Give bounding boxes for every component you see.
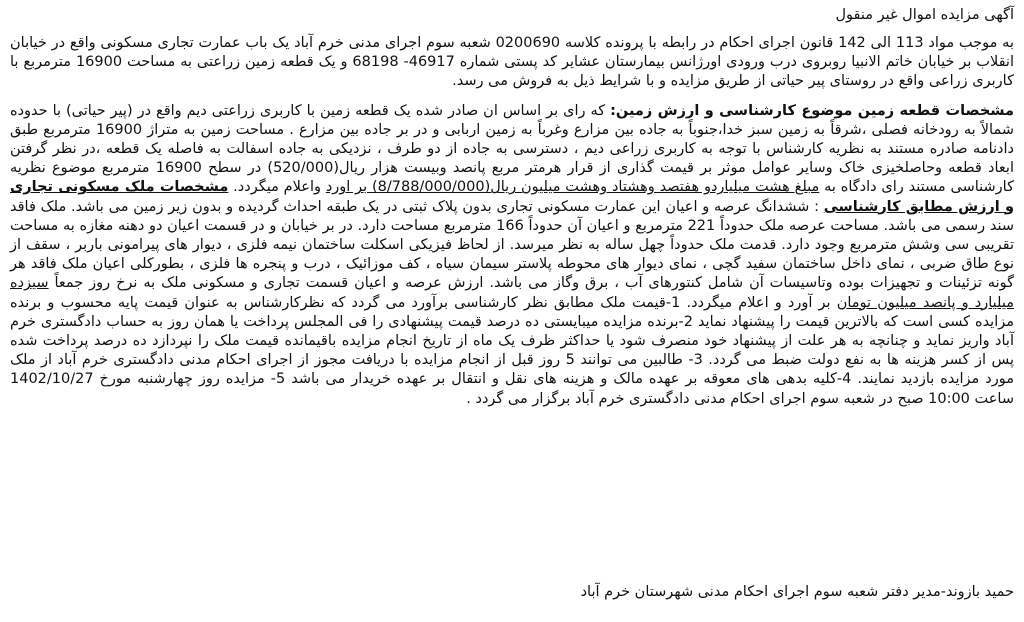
- details-paragraph: [10, 102, 1014, 409]
- building-heading: مشخصات ملک مسکونی تجاری و ارزش مطابق کارشناسی: [10, 179, 1014, 215]
- intro-text: به موجب مواد 113 الی 142 قانون اجرای احکام در رابطه با پرونده کلاسه 0200690 شعبه سوم اجرای مدنی خرم آباد یک باب عمارت تجاری مسکونی واقع در خیابان انقلاب بر خیابان خاتم الانبیا روبروی درب ورودی اورژانس بیمارستان عشایر کد پستی شماره 46917- 68198 و یک قطعه زمین زراعتی به مساحت 16900 مترمربع با کاربری زراعی واقع در روستای پیر حیاتی از طریق مزایده و با شرایط ذیل به فروش می رسد.: [10, 35, 1014, 90]
- intro-paragraph: [10, 34, 1014, 92]
- building-description: : ششدانگ عرصه و اعیان این عمارت مسکونی تجاری بدون پلاک ثبتی در یک طبقه احداث گردیده و بدون زیر زمین می باشد. ملک فاقد سند رسمی می باشد. مساحت عرصه ملک حدوداً 221 مترمربع و اعیان آن حدوداً 166 مترمربع مساحت دارد. در بر خیابان و در قسمت اعیان دو دهنه مغازه به مساحت تقریبی سی وشش مترمربع وجود دارد. قدمت ملک حدوداً چهل ساله به نظر میرسد. از لحاظ فیزیکی اسکلت ساختمان نیمه فلزی ، دیوار های پیرامونی باربر ، سقف از نوع طاق ضربی ، نمای داخل ساختمان سفید گچی ، نمای دیوار های محوطه پلاستر سیمان سیاه ، کف موزائیک ، درب و پنجره ها فلزی ، بطورکلی اعیان ملک فاقد هر گونه تزئینات و تجهیزات بوده وتاسیسات آن شامل کنتورهای آب ، برق وگاز می باشد. ارزش عرصه و اعیان قسمت تجاری و مسکونی ملک به نرخ روز جمعاً: [10, 198, 1014, 292]
- building-value: سیزده میلیارد و پانصد میلیون تومان: [10, 275, 1014, 311]
- signature-line: حمید بازوند-مدیر دفتر شعبه سوم اجرای احکام مدنی شهرستان خرم آباد: [580, 584, 1014, 600]
- land-heading: مشخصات قطعه زمین موضوع کارشناسی و ارزش زمین:: [610, 102, 1015, 119]
- auction-conditions: بر آورد و اعلام میگردد. 1-قیمت ملک مطابق نظر کارشناسی برآورد می گردد که نظرکارشناس به عنوان قیمت پایه محسوب و برنده مزایده کسی است که بالاترین قیمت را پیشنهاد نماید 2-برنده مزایده میبایستی ده درصد قیمت پیشنهادی را فی المجلس پرداخت یا همان روز به حساب دادگستری خرم آباد واریز نماید و چنانچه به هر علت از پیشنهاد خود منصرف شود یا حداکثر ظرف یک ماه از تاریخ انجام مزایده باقیمانده قیمت ملک را نپردازد ده درصد پرداخت شده پس از کسر هزینه ها به نفع دولت ضبط می گردد. 3- طالبین می توانند 5 روز قبل از انجام مزایده با دریافت مجوز از اجرای احکام مدنی دادگستری خرم آباد از ملک مورد مزایده بازدید نمایند. 4-کلیه بدهی های معوقه بر عهده مالک و هزینه های نقل و انتقال بر عهده خریدار می باشد 5- مزایده روز چهارشنبه مورخ 1402/10/27 ساعت 10:00 صبح در شعبه سوم اجرای احکام مدنی دادگستری خرم آباد برگزار می گردد .: [10, 294, 1015, 407]
- land-description: که رای بر اساس ان صادر شده یک قطعه زمین با کاربری زراعتی دیم واقع در (پیر حیاتی) با حدوده شمالاً به رودخانه فصلی ،شرقاً به زمین سبز خدا،جنوباً به جاده بین مزارع وغرباً به زمین اربابی و در بر جاده بین مزارع . مساحت زمین به متراژ 16900 مترمربع طبق دادنامه صادره مستند به نظریه کارشناس با توجه به کاربری زراعی دیم ، دسترسی به جاده از دو طرف ، نزدیکی به جاده اسفالت به فاصله یک قطعه ،در نظر گرفتن ابعاد قطعه وحاصلخیزی خاک وسایر عوامل موثر بر قیمت گذاری از قرار هرمتر مربع پانصد وبیست هزار ریال(520/000) در سطح 16900 مترمربع موضوع نظریه کارشناسی مستند رای دادگاه به: [10, 102, 1014, 196]
- notice-title: آگهی مزایده اموال غیر منقول: [835, 7, 1014, 23]
- land-text-end: واعلام میگردد.: [228, 179, 326, 196]
- land-value: مبلغ هشت میلیاردو هفتصد وهشتاد وهشت میلیون ریال(8/788/000/000) بر اورد: [325, 179, 820, 196]
